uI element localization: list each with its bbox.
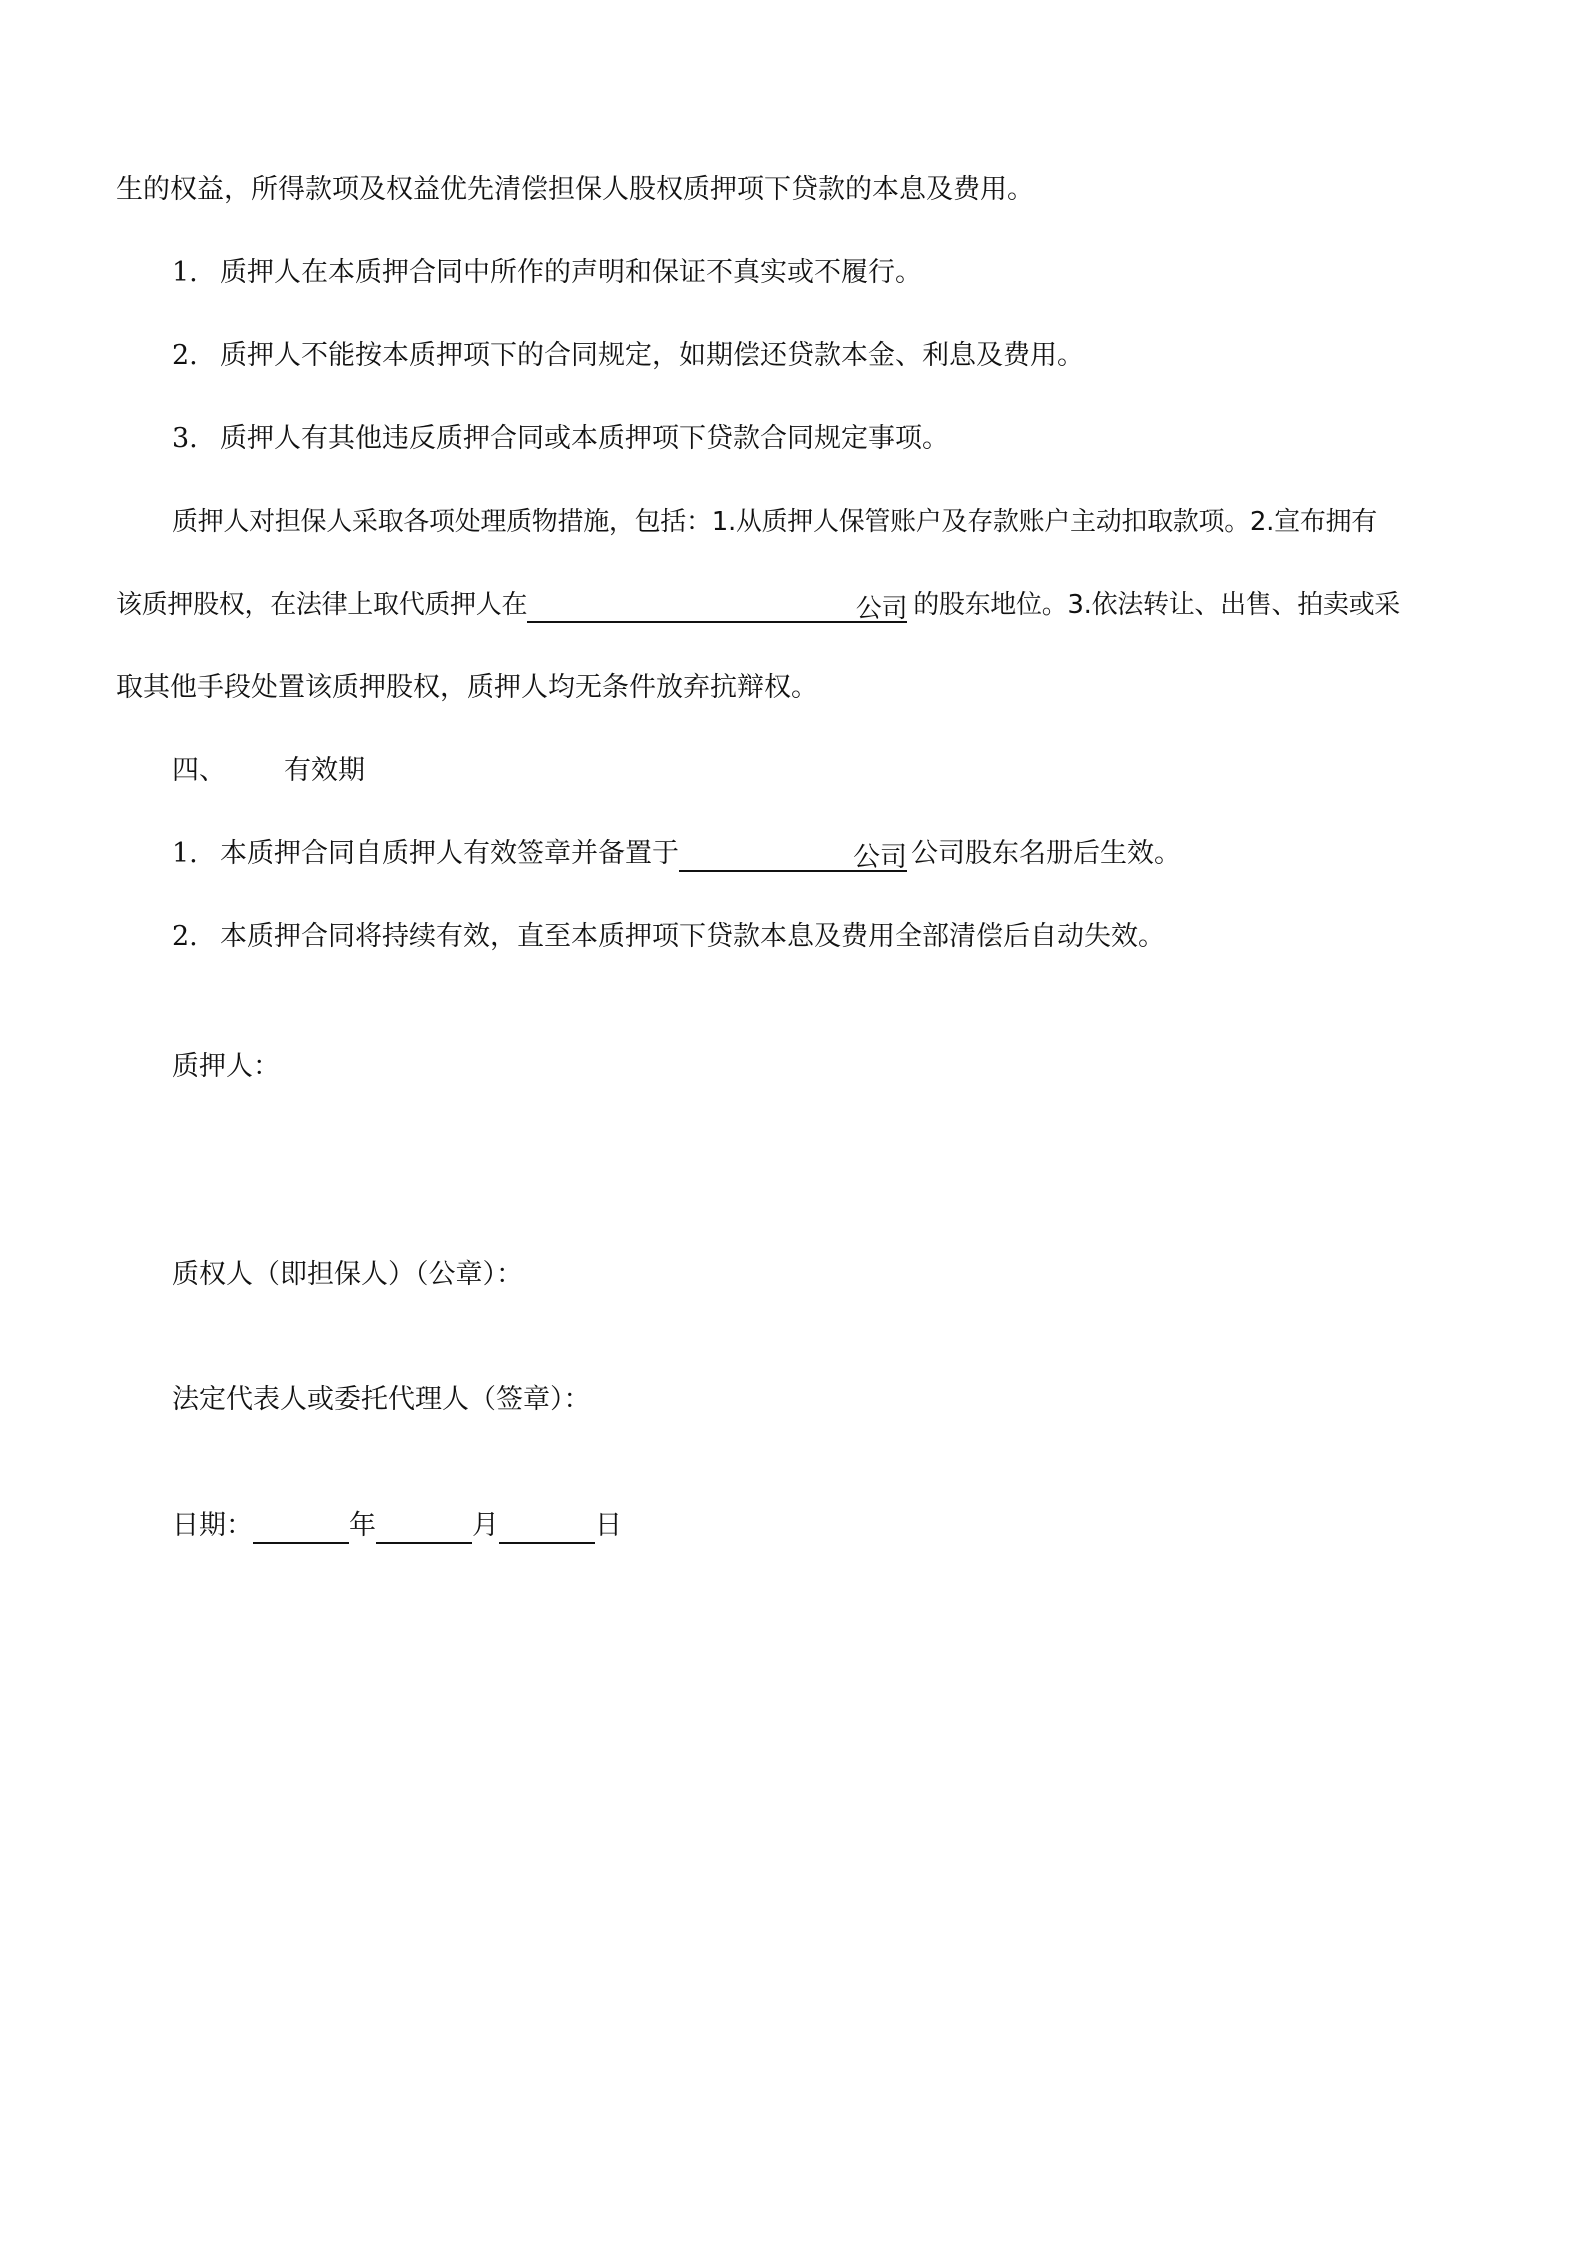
month-label: 月 xyxy=(472,1510,499,1541)
measures-line-2 xyxy=(116,587,1400,623)
section-heading xyxy=(172,753,365,789)
measures-line-2-text: 该质押股权，在法律上取代质押人在 xyxy=(116,590,528,620)
company-name-blank[interactable] xyxy=(527,591,907,623)
list-number: 2. xyxy=(172,921,198,952)
company-suffix: 公司 xyxy=(855,594,908,624)
month-blank[interactable] xyxy=(376,1512,472,1544)
list-number: 2. xyxy=(172,340,198,371)
list-item-text: 质押人在本质押合同中所作的声明和保证不真实或不履行。 xyxy=(220,257,922,288)
list-item-text: 质押人有其他违反质押合同或本质押项下贷款合同规定事项。 xyxy=(220,423,949,454)
day-blank[interactable] xyxy=(499,1512,595,1544)
list-number: 1. xyxy=(172,257,198,288)
year-blank[interactable] xyxy=(253,1512,349,1544)
list-number: 3. xyxy=(172,423,198,454)
date-line xyxy=(172,1508,622,1544)
list-item-text: 本质押合同将持续有效，直至本质押项下贷款本息及费用全部清偿后自动失效。 xyxy=(220,921,1165,952)
list-item-text: 本质押合同自质押人有效签章并备置于 xyxy=(220,838,679,869)
list-item xyxy=(172,338,1084,374)
measures-line-1: 质押人对担保人采取各项处理质物措施，包括：1.从质押人保管账户及存款账户主动扣取款项。2.宣布拥有 xyxy=(172,507,1377,537)
measures-line-3: 取其他手段处置该质押股权，质押人均无条件放弃抗辩权。 xyxy=(116,672,818,703)
section-number: 四、 xyxy=(172,755,226,786)
paragraph-continuation: 生的权益，所得款项及权益优先清偿担保人股权质押项下贷款的本息及费用。 xyxy=(116,174,1034,205)
day-label: 日 xyxy=(595,1510,622,1541)
list-item xyxy=(172,421,949,457)
date-label: 日期： xyxy=(172,1510,253,1541)
section-title: 有效期 xyxy=(284,755,365,786)
company-suffix: 公司 xyxy=(853,842,907,873)
pledgee-seal-label: 质权人（即担保人）（公章）： xyxy=(172,1259,523,1290)
list-number: 1. xyxy=(172,838,198,869)
company-name-blank[interactable] xyxy=(679,840,907,872)
measures-line-2-text-end: 的股东地位。3.依法转让、出售、拍卖或采 xyxy=(913,590,1401,620)
year-label: 年 xyxy=(349,1510,376,1541)
list-item-text: 质押人不能按本质押项下的合同规定，如期偿还贷款本金、利息及费用。 xyxy=(220,340,1084,371)
list-item xyxy=(172,836,1181,872)
list-item xyxy=(172,919,1165,955)
pledgor-signature-label: 质押人： xyxy=(172,1051,280,1082)
representative-signature-label: 法定代表人或委托代理人（签章）： xyxy=(172,1384,591,1415)
list-item-text-end: 公司股东名册后生效。 xyxy=(911,838,1181,869)
list-item xyxy=(172,255,922,291)
